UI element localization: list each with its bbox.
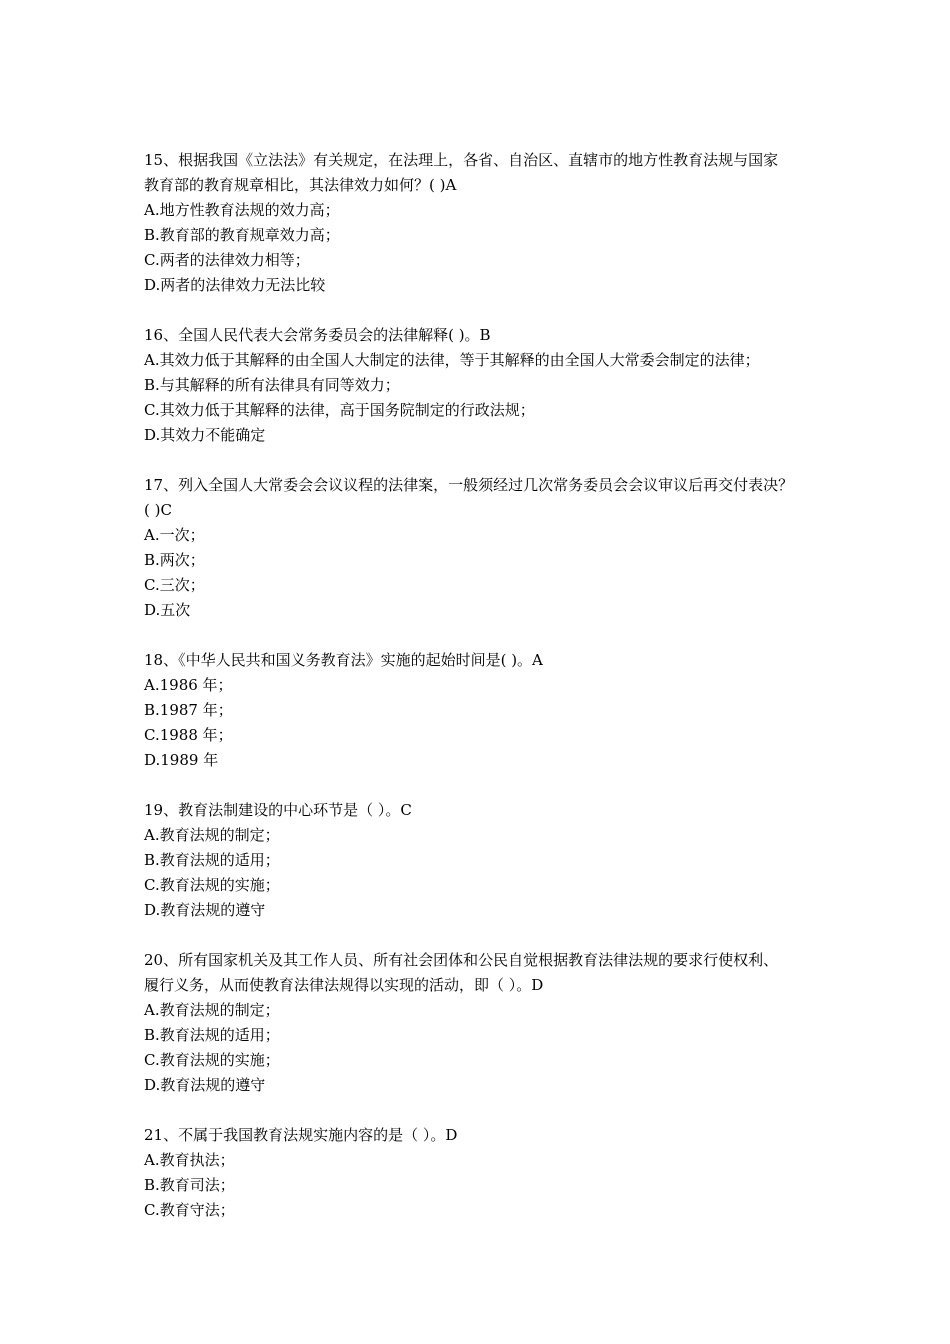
- option-a: A.地方性教育法规的效力高；: [144, 201, 340, 219]
- option-d: D.其效力不能确定: [144, 426, 266, 444]
- option-b: B.教育法规的适用；: [144, 851, 280, 869]
- option-c: C.三次；: [144, 576, 205, 594]
- question-19: [144, 798, 864, 923]
- option-a: A.教育法规的制定；: [144, 1001, 280, 1019]
- question-21: [144, 1123, 864, 1223]
- question-stem: 16、全国人民代表大会常务委员会的法律解释( )。B: [144, 326, 491, 344]
- option-b: B.与其解释的所有法律具有同等效力；: [144, 376, 400, 394]
- question-stem: 20、所有国家机关及其工作人员、所有社会团体和公民自觉根据教育法律法规的要求行使权利、: [144, 951, 779, 969]
- question-stem: 履行义务，从而使教育法律法规得以实现的活动，即（ ）。D: [144, 976, 544, 994]
- option-c: C.教育法规的实施；: [144, 1051, 280, 1069]
- option-c: C.其效力低于其解释的法律，高于国务院制定的行政法规；: [144, 401, 535, 419]
- question-stem: ( )C: [144, 501, 172, 519]
- question-stem: 教育部的教育规章相比，其法律效力如何？( )A: [144, 176, 457, 194]
- option-d: D.教育法规的遵守: [144, 1076, 266, 1094]
- option-d: D.两者的法律效力无法比较: [144, 276, 326, 294]
- option-c: C.教育法规的实施；: [144, 876, 280, 894]
- question-20: [144, 948, 864, 1098]
- question-stem: 21、不属于我国教育法规实施内容的是（ ）。D: [144, 1126, 458, 1144]
- question-17: [144, 473, 864, 623]
- option-a: A.其效力低于其解释的由全国人大制定的法律，等于其解释的由全国人大常委会制定的法律；: [144, 351, 760, 369]
- question-stem: 17、列入全国人大常委会会议议程的法律案，一般须经过几次常务委员会会议审议后再交付表决？: [144, 476, 794, 494]
- option-c: C.教育守法；: [144, 1201, 235, 1219]
- option-d: D.1989 年: [144, 751, 219, 769]
- option-d: D.五次: [144, 601, 191, 619]
- question-15: [144, 148, 864, 298]
- option-a: A.教育法规的制定；: [144, 826, 280, 844]
- option-a: A.一次；: [144, 526, 205, 544]
- option-b: B.教育司法；: [144, 1176, 235, 1194]
- question-list: [144, 148, 864, 1248]
- option-a: A.1986 年；: [144, 676, 233, 694]
- option-b: B.教育法规的适用；: [144, 1026, 280, 1044]
- question-stem: 19、教育法制建设的中心环节是（ ）。C: [144, 801, 412, 819]
- option-b: B.教育部的教育规章效力高；: [144, 226, 340, 244]
- question-18: [144, 648, 864, 773]
- option-a: A.教育执法；: [144, 1151, 235, 1169]
- option-b: B.1987 年；: [144, 701, 233, 719]
- option-c: C.1988 年；: [144, 726, 233, 744]
- option-b: B.两次；: [144, 551, 205, 569]
- option-d: D.教育法规的遵守: [144, 901, 266, 919]
- question-stem: 15、根据我国《立法法》有关规定，在法理上，各省、自治区、直辖市的地方性教育法规与国家: [144, 151, 779, 169]
- question-16: [144, 323, 864, 448]
- option-c: C.两者的法律效力相等；: [144, 251, 310, 269]
- question-stem: 18、《中华人民共和国义务教育法》实施的起始时间是( )。A: [144, 651, 543, 669]
